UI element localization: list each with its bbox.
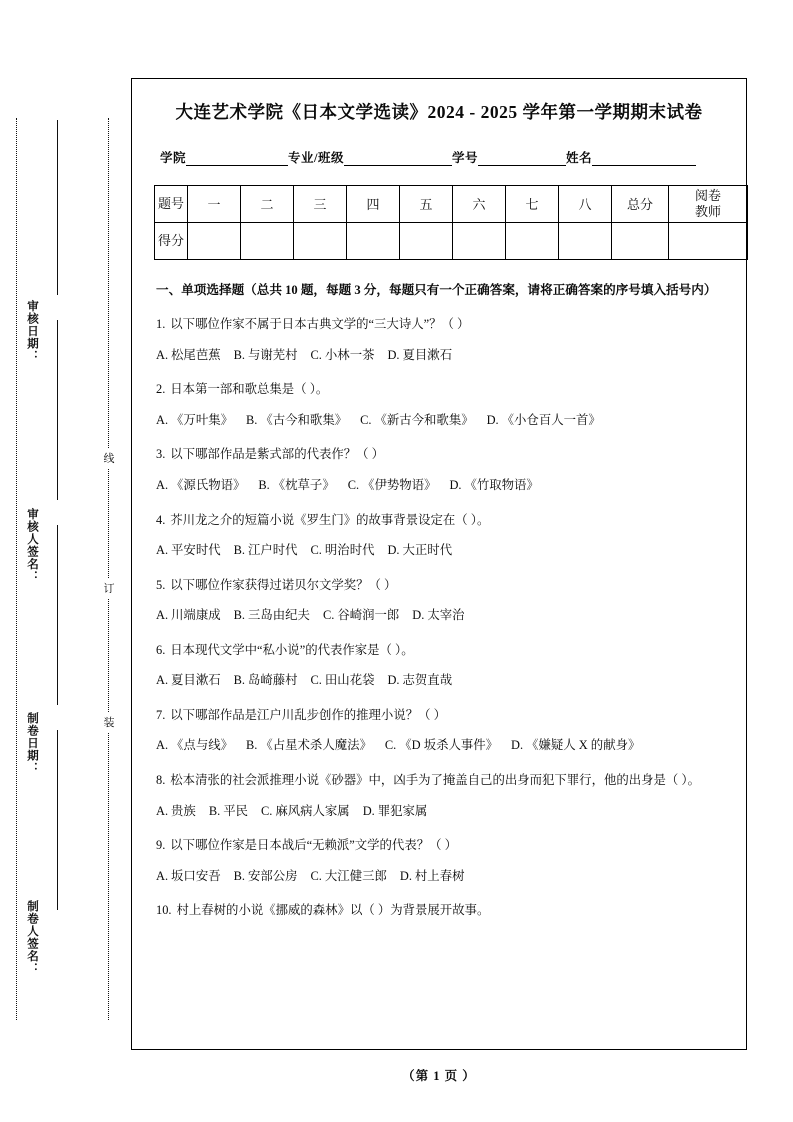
option-letter: C.	[260, 803, 273, 818]
option-letter: D.	[511, 738, 524, 753]
option-text: 志贺直哉	[402, 673, 453, 688]
question-option[interactable]	[156, 669, 221, 693]
score-table-col-1: 一	[188, 185, 241, 222]
question-stem	[156, 378, 722, 402]
score-table-header-row	[155, 185, 748, 222]
question-options	[156, 800, 722, 824]
option-text: 安部公房	[247, 868, 298, 883]
option-text: 夏目漱石	[171, 673, 221, 688]
question-item	[154, 769, 724, 823]
student-info-line	[154, 148, 724, 166]
question-item	[154, 574, 724, 628]
score-cell-teacher[interactable]	[669, 222, 748, 259]
option-letter: D.	[362, 803, 375, 818]
option-letter: B.	[246, 412, 258, 427]
margin-label-compiler-signature: 制卷人签名：	[26, 900, 38, 975]
question-number: 3.	[156, 447, 166, 462]
score-cell-1[interactable]	[188, 222, 241, 259]
question-options	[156, 865, 722, 889]
question-number: 9.	[156, 838, 166, 853]
question-option[interactable]	[400, 865, 465, 889]
margin-solid-seg-4	[57, 730, 58, 910]
question-number: 4.	[156, 512, 166, 527]
question-options	[156, 604, 722, 628]
option-text: 谷崎润一郎	[337, 608, 400, 623]
field-college-label: 学院	[160, 150, 187, 165]
option-text: 三岛由纪夫	[247, 608, 310, 623]
option-text: 与谢芜村	[247, 347, 298, 362]
question-option[interactable]	[246, 409, 347, 433]
question-option[interactable]	[511, 734, 640, 758]
option-text: 《伊势物语》	[362, 477, 437, 492]
score-table-col-total: 总分	[612, 185, 669, 222]
margin-label-reviewer-signature: 审核人签名：	[26, 508, 38, 583]
question-text: 村上春树的小说《挪威的森林》以（ ）为背景展开故事。	[176, 903, 490, 918]
score-table-col-8: 八	[559, 185, 612, 222]
option-text: 松尾芭蕉	[171, 347, 221, 362]
option-text: 《枕草子》	[272, 477, 335, 492]
question-item	[154, 834, 724, 888]
option-text: 小林一茶	[324, 347, 375, 362]
score-cell-total[interactable]	[612, 222, 669, 259]
score-cell-7[interactable]	[506, 222, 559, 259]
question-option[interactable]	[234, 865, 298, 889]
option-letter: A.	[156, 543, 169, 558]
score-cell-2[interactable]	[241, 222, 294, 259]
score-table-row-label-score-text: 得分	[157, 232, 184, 248]
question-options	[156, 734, 722, 758]
exam-paper-sheet	[131, 78, 747, 1050]
question-option[interactable]	[387, 539, 452, 563]
option-letter: A.	[156, 738, 169, 753]
question-options	[156, 409, 722, 433]
question-option[interactable]	[323, 604, 399, 628]
score-cell-3[interactable]	[294, 222, 347, 259]
page-footer	[131, 1066, 747, 1084]
score-table-col-4: 四	[347, 185, 400, 222]
question-option[interactable]	[487, 409, 601, 433]
seam-word-line: 线	[102, 448, 116, 468]
question-text: 松本清张的社会派推理小说《砂器》中，凶手为了掩盖自己的出身而犯下罪行，他的出身是（ ）。	[170, 773, 700, 788]
question-option[interactable]	[234, 604, 310, 628]
option-letter: D.	[486, 412, 499, 427]
option-letter: B.	[233, 673, 245, 688]
question-item	[154, 509, 724, 563]
option-text: 《D 坂杀人事件》	[399, 738, 499, 753]
question-stem	[156, 899, 722, 923]
score-table-col-teacher-line2: 教师	[694, 203, 721, 219]
option-letter: B.	[258, 477, 270, 492]
option-letter: B.	[233, 608, 245, 623]
question-option[interactable]	[385, 734, 498, 758]
option-text: 《古今和歌集》	[260, 412, 348, 427]
field-college-input[interactable]	[186, 152, 288, 166]
question-option[interactable]	[311, 669, 375, 693]
question-option[interactable]	[261, 800, 350, 824]
option-text: 《占星术杀人魔法》	[260, 738, 372, 753]
question-text: 以下哪位作家不属于日本古典文学的“三大诗人”？（ ）	[170, 317, 470, 332]
score-table-col-6: 六	[453, 185, 506, 222]
option-text: 岛崎藤村	[247, 673, 298, 688]
question-item	[154, 639, 724, 693]
margin-solid-seg-3	[57, 525, 58, 705]
option-letter: A.	[156, 868, 169, 883]
score-table	[154, 185, 748, 260]
option-text: 《万叶集》	[171, 412, 233, 427]
score-table-col-2: 二	[241, 185, 294, 222]
option-letter: B.	[208, 803, 221, 818]
left-margin-strip	[0, 0, 131, 1122]
question-text: 以下哪部作品是紫式部的代表作？（ ）	[170, 447, 385, 462]
option-letter: A.	[156, 347, 169, 362]
question-item	[154, 899, 724, 923]
score-table-col-teacher	[669, 185, 748, 222]
seam-word-bind: 订	[102, 578, 116, 598]
question-stem	[156, 574, 722, 598]
question-number: 7.	[156, 707, 166, 722]
question-stem	[156, 313, 722, 337]
option-text: 平安时代	[171, 543, 221, 558]
option-text: 田山花袋	[324, 673, 375, 688]
option-letter: A.	[156, 477, 169, 492]
page-number-label: （第 1 页 ）	[402, 1069, 476, 1083]
question-option[interactable]	[311, 865, 387, 889]
question-stem	[156, 443, 722, 467]
option-letter: D.	[412, 608, 425, 623]
question-option[interactable]	[234, 669, 298, 693]
question-number: 2.	[156, 382, 166, 397]
option-text: 村上春树	[414, 868, 465, 883]
question-option[interactable]	[348, 474, 437, 498]
margin-solid-seg-1	[57, 120, 58, 295]
question-option[interactable]	[258, 474, 334, 498]
option-letter: C.	[322, 608, 335, 623]
score-table-col-teacher-line1: 阅卷	[694, 188, 721, 204]
question-number: 8.	[156, 773, 166, 788]
option-letter: C.	[310, 347, 322, 362]
option-text: 平民	[223, 803, 248, 818]
question-options	[156, 344, 722, 368]
question-text: 芥川龙之介的短篇小说《罗生门》的故事背景设定在（ ）。	[170, 512, 490, 527]
option-text: 太宰治	[427, 608, 465, 623]
question-item	[154, 704, 724, 758]
option-letter: D.	[449, 477, 462, 492]
question-option[interactable]	[156, 604, 221, 628]
page-title: 大连艺术学院《日本文学选读》2024 - 2025 学年第一学期期末试卷	[175, 102, 703, 122]
option-letter: A.	[156, 803, 169, 818]
option-letter: D.	[387, 347, 400, 362]
option-text: 坂口安吾	[171, 868, 221, 883]
question-list	[154, 313, 724, 923]
option-letter: C.	[310, 543, 322, 558]
option-letter: B.	[233, 543, 245, 558]
field-name-label: 姓名	[566, 150, 593, 165]
score-cell-6[interactable]	[453, 222, 506, 259]
question-option[interactable]	[156, 800, 196, 824]
score-cell-8[interactable]	[559, 222, 612, 259]
question-option[interactable]	[156, 409, 233, 433]
score-table-col-7: 七	[506, 185, 559, 222]
option-text: 罪犯家属	[377, 803, 428, 818]
score-cell-5[interactable]	[400, 222, 453, 259]
option-text: 《竹取物语》	[464, 477, 539, 492]
question-option[interactable]	[209, 800, 248, 824]
question-options	[156, 669, 722, 693]
question-option[interactable]	[360, 409, 474, 433]
question-option[interactable]	[363, 800, 428, 824]
option-letter: A.	[156, 608, 169, 623]
question-option[interactable]	[311, 344, 375, 368]
question-option[interactable]	[156, 344, 221, 368]
score-table-col-5: 五	[400, 185, 453, 222]
option-letter: D.	[387, 543, 400, 558]
margin-dotted-rule-inner	[108, 118, 109, 1020]
option-text: 大江健三郎	[324, 868, 387, 883]
score-table-score-row	[155, 222, 748, 259]
option-text: 《源氏物语》	[171, 477, 246, 492]
option-text: 大正时代	[402, 543, 453, 558]
question-option[interactable]	[156, 474, 245, 498]
score-table-row-label-question-text: 题号	[157, 195, 184, 211]
option-letter: C.	[310, 868, 322, 883]
option-text: 江户时代	[247, 543, 298, 558]
question-item	[154, 378, 724, 432]
option-letter: B.	[233, 347, 245, 362]
option-text: 《点与线》	[171, 738, 233, 753]
option-letter: C.	[360, 412, 372, 427]
question-option[interactable]	[156, 865, 221, 889]
question-options	[156, 474, 722, 498]
option-letter: D.	[399, 868, 412, 883]
question-option[interactable]	[387, 344, 452, 368]
question-item	[154, 313, 724, 367]
field-college	[160, 148, 288, 166]
score-cell-4[interactable]	[347, 222, 400, 259]
question-text: 日本现代文学中“私小说”的代表作家是（ ）。	[170, 642, 414, 657]
field-major-class	[288, 148, 452, 166]
margin-dotted-rule-outer	[16, 118, 17, 1020]
question-stem	[156, 509, 722, 533]
question-option[interactable]	[387, 669, 452, 693]
option-text: 《嫌疑人 X 的献身》	[526, 738, 641, 753]
option-text: 麻风病人家属	[275, 803, 350, 818]
question-item	[154, 443, 724, 497]
field-student-id-input[interactable]	[478, 152, 566, 166]
section-heading-single-choice: 一、单项选择题（总共 10 题，每题 3 分，每题只有一个正确答案，请将正确答案的序号填入括号内）	[156, 282, 717, 297]
question-text: 以下哪部作品是江户川乱步创作的推理小说？（ ）	[170, 707, 446, 722]
option-letter: C.	[310, 673, 322, 688]
option-text: 贵族	[171, 803, 196, 818]
question-options	[156, 539, 722, 563]
question-number: 1.	[156, 317, 166, 332]
score-table-col-3: 三	[294, 185, 347, 222]
margin-label-review-date: 审核日期：	[26, 300, 38, 363]
question-text: 日本第一部和歌总集是（ ）。	[170, 382, 329, 397]
question-option[interactable]	[234, 539, 298, 563]
option-text: 夏目漱石	[402, 347, 453, 362]
option-letter: D.	[387, 673, 400, 688]
question-text: 以下哪位作家是日本战后“无赖派”文学的代表？（ ）	[170, 838, 457, 853]
option-letter: B.	[233, 868, 245, 883]
score-table-row-label-score	[155, 222, 188, 259]
question-option[interactable]	[156, 539, 221, 563]
option-letter: A.	[156, 673, 169, 688]
seam-word-pack: 装	[102, 712, 116, 732]
option-text: 明治时代	[324, 543, 375, 558]
question-number: 5.	[156, 577, 166, 592]
question-stem	[156, 704, 722, 728]
question-option[interactable]	[412, 604, 464, 628]
option-letter: B.	[246, 738, 258, 753]
question-option[interactable]	[234, 344, 298, 368]
question-option[interactable]	[449, 474, 538, 498]
question-stem	[156, 834, 722, 858]
question-option[interactable]	[311, 539, 375, 563]
field-major-class-label: 专业/班级	[288, 150, 344, 165]
question-number: 10.	[156, 903, 172, 918]
question-option[interactable]	[246, 734, 372, 758]
question-number: 6.	[156, 642, 166, 657]
option-text: 《小仓百人一首》	[501, 412, 601, 427]
option-text: 川端康成	[171, 608, 221, 623]
question-stem	[156, 769, 722, 793]
margin-label-compile-date: 制卷日期：	[26, 712, 38, 775]
score-table-row-label-question	[155, 185, 188, 222]
field-major-class-input[interactable]	[344, 152, 452, 166]
option-letter: C.	[347, 477, 360, 492]
option-text: 《新古今和歌集》	[374, 412, 474, 427]
field-name	[566, 148, 696, 166]
margin-solid-seg-2	[57, 320, 58, 500]
option-letter: C.	[384, 738, 397, 753]
question-option[interactable]	[156, 734, 233, 758]
option-letter: A.	[156, 412, 169, 427]
question-stem	[156, 639, 722, 663]
question-text: 以下哪位作家获得过诺贝尔文学奖？（ ）	[170, 577, 397, 592]
field-name-input[interactable]	[592, 152, 696, 166]
field-student-id	[452, 148, 566, 166]
field-student-id-label: 学号	[452, 150, 479, 165]
